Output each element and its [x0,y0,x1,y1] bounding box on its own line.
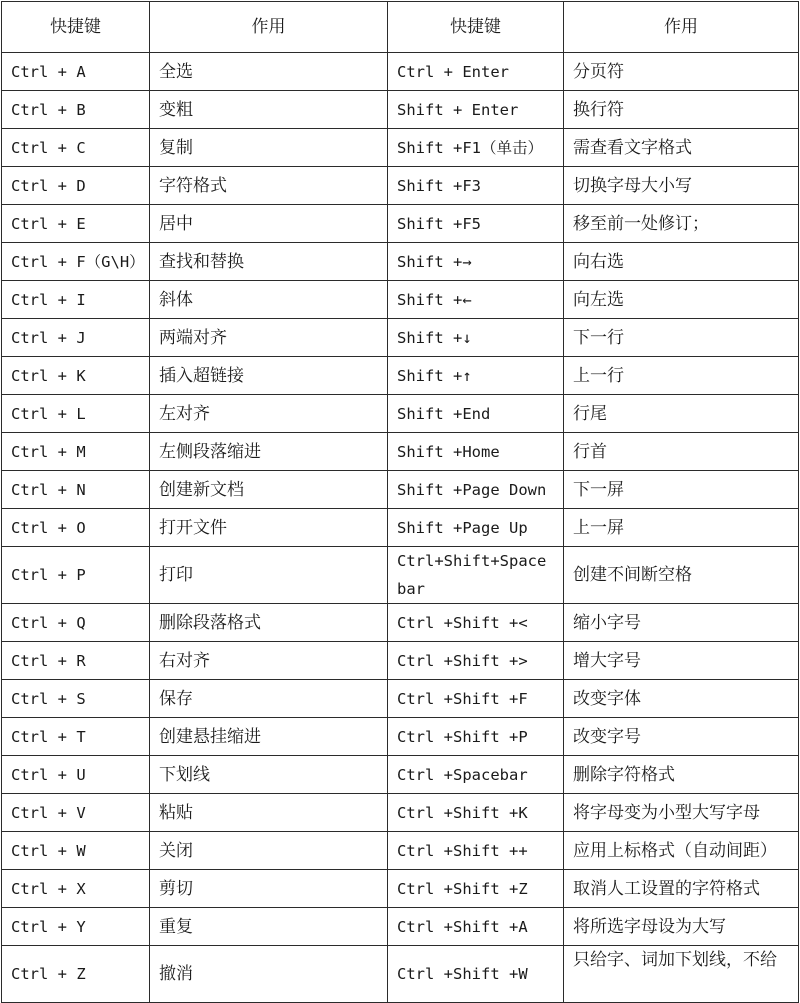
shortcut-cell: Shift +F3 [388,167,564,205]
function-cell: 上一屏 [564,509,799,547]
function-cell: 切换字母大小写 [564,167,799,205]
table-row [2,908,799,946]
shortcut-cell: Ctrl + J [2,319,150,357]
function-cell: 复制 [150,129,388,167]
shortcut-cell: Ctrl +Shift ++ [388,832,564,870]
function-cell: 保存 [150,680,388,718]
shortcut-cell: Ctrl + M [2,433,150,471]
table-row [2,756,799,794]
shortcut-cell: Shift +Page Up [388,509,564,547]
table-row [2,395,799,433]
header-shortcut-2: 快捷键 [388,2,564,53]
function-cell: 插入超链接 [150,357,388,395]
header-function-2: 作用 [564,2,799,53]
function-cell: 分页符 [564,53,799,91]
shortcut-cell: Ctrl + S [2,680,150,718]
table-row [2,794,799,832]
table-row [2,319,799,357]
function-cell: 关闭 [150,832,388,870]
shortcut-cell: Ctrl + I [2,281,150,319]
shortcut-cell: Ctrl +Shift +W [388,946,564,1003]
function-cell: 向左选 [564,281,799,319]
table-row [2,471,799,509]
function-cell: 查找和替换 [150,243,388,281]
function-cell: 行首 [564,433,799,471]
shortcut-cell: Shift +F5 [388,205,564,243]
function-cell: 左对齐 [150,395,388,433]
header-shortcut-1: 快捷键 [2,2,150,53]
shortcut-cell: Shift +← [388,281,564,319]
function-cell: 上一行 [564,357,799,395]
function-cell: 删除字符格式 [564,756,799,794]
table-row [2,870,799,908]
function-cell: 右对齐 [150,642,388,680]
table-row [2,129,799,167]
table-row [2,167,799,205]
function-cell: 打开文件 [150,509,388,547]
shortcut-cell: Ctrl + U [2,756,150,794]
table-row [2,642,799,680]
shortcut-cell: Ctrl +Shift +< [388,604,564,642]
shortcut-cell: Ctrl + Q [2,604,150,642]
table-row [2,946,799,1003]
shortcut-cell: Ctrl + X [2,870,150,908]
table-row [2,205,799,243]
table-row [2,357,799,395]
shortcut-cell: Shift +End [388,395,564,433]
shortcut-cell: Ctrl + T [2,718,150,756]
function-cell: 创建不间断空格 [564,547,799,604]
function-cell: 应用上标格式（自动间距） [564,832,799,870]
shortcut-cell: Shift +↑ [388,357,564,395]
function-cell: 改变字体 [564,680,799,718]
function-cell: 缩小字号 [564,604,799,642]
shortcut-cell: Ctrl + D [2,167,150,205]
shortcut-cell: Ctrl + B [2,91,150,129]
function-cell: 取消人工设置的字符格式 [564,870,799,908]
shortcut-cell: Ctrl + R [2,642,150,680]
function-cell: 变粗 [150,91,388,129]
table-row [2,832,799,870]
shortcut-cell: Ctrl + W [2,832,150,870]
shortcut-cell: Shift +↓ [388,319,564,357]
table-row [2,680,799,718]
function-cell: 将字母变为小型大写字母 [564,794,799,832]
table-row [2,718,799,756]
shortcut-cell: Shift +Page Down [388,471,564,509]
function-cell: 向右选 [564,243,799,281]
function-cell: 行尾 [564,395,799,433]
shortcut-cell: Ctrl +Shift +A [388,908,564,946]
shortcut-cell: Ctrl + V [2,794,150,832]
shortcut-cell: Ctrl +Shift +P [388,718,564,756]
shortcut-cell: Shift + Enter [388,91,564,129]
function-cell: 改变字号 [564,718,799,756]
function-cell: 创建悬挂缩进 [150,718,388,756]
table-row [2,604,799,642]
shortcut-cell: Ctrl + O [2,509,150,547]
function-cell: 只给字、词加下划线，不给 [564,946,799,1003]
shortcut-cell: Ctrl +Shift +K [388,794,564,832]
shortcut-cell: Ctrl + F（G\H） [2,243,150,281]
function-cell: 删除段落格式 [150,604,388,642]
shortcut-cell: Ctrl + Enter [388,53,564,91]
shortcut-cell: Ctrl + E [2,205,150,243]
shortcut-cell: Shift +Home [388,433,564,471]
table-row [2,53,799,91]
function-cell: 剪切 [150,870,388,908]
function-cell: 下一行 [564,319,799,357]
shortcut-cell: Ctrl + A [2,53,150,91]
function-cell: 粘贴 [150,794,388,832]
table-header-row [2,2,799,53]
function-cell: 移至前一处修订； [564,205,799,243]
function-cell: 增大字号 [564,642,799,680]
shortcut-cell: Ctrl +Spacebar [388,756,564,794]
shortcut-cell: Ctrl + Y [2,908,150,946]
header-function-1: 作用 [150,2,388,53]
shortcut-cell: Ctrl +Shift +> [388,642,564,680]
function-cell: 将所选字母设为大写 [564,908,799,946]
function-cell: 创建新文档 [150,471,388,509]
shortcut-cell: Ctrl+Shift+Space bar [388,547,564,604]
shortcut-cell: Shift +F1（单击） [388,129,564,167]
table-row [2,91,799,129]
function-cell: 撤消 [150,946,388,1003]
table-row [2,547,799,604]
function-cell: 换行符 [564,91,799,129]
shortcut-cell: Ctrl +Shift +Z [388,870,564,908]
table-row [2,281,799,319]
function-cell: 居中 [150,205,388,243]
shortcut-cell: Ctrl + C [2,129,150,167]
function-cell: 两端对齐 [150,319,388,357]
shortcut-table [1,1,799,1003]
function-cell: 打印 [150,547,388,604]
shortcut-cell: Ctrl +Shift +F [388,680,564,718]
function-cell: 重复 [150,908,388,946]
function-cell: 下划线 [150,756,388,794]
table-row [2,509,799,547]
shortcut-cell: Shift +→ [388,243,564,281]
shortcut-cell: Ctrl + P [2,547,150,604]
function-cell: 左侧段落缩进 [150,433,388,471]
function-cell: 下一屏 [564,471,799,509]
function-cell: 斜体 [150,281,388,319]
table-row [2,243,799,281]
function-cell: 需查看文字格式 [564,129,799,167]
function-cell: 全选 [150,53,388,91]
table-row [2,433,799,471]
shortcut-cell: Ctrl + L [2,395,150,433]
function-cell: 字符格式 [150,167,388,205]
shortcut-cell: Ctrl + K [2,357,150,395]
shortcut-cell: Ctrl + Z [2,946,150,1003]
shortcut-cell: Ctrl + N [2,471,150,509]
